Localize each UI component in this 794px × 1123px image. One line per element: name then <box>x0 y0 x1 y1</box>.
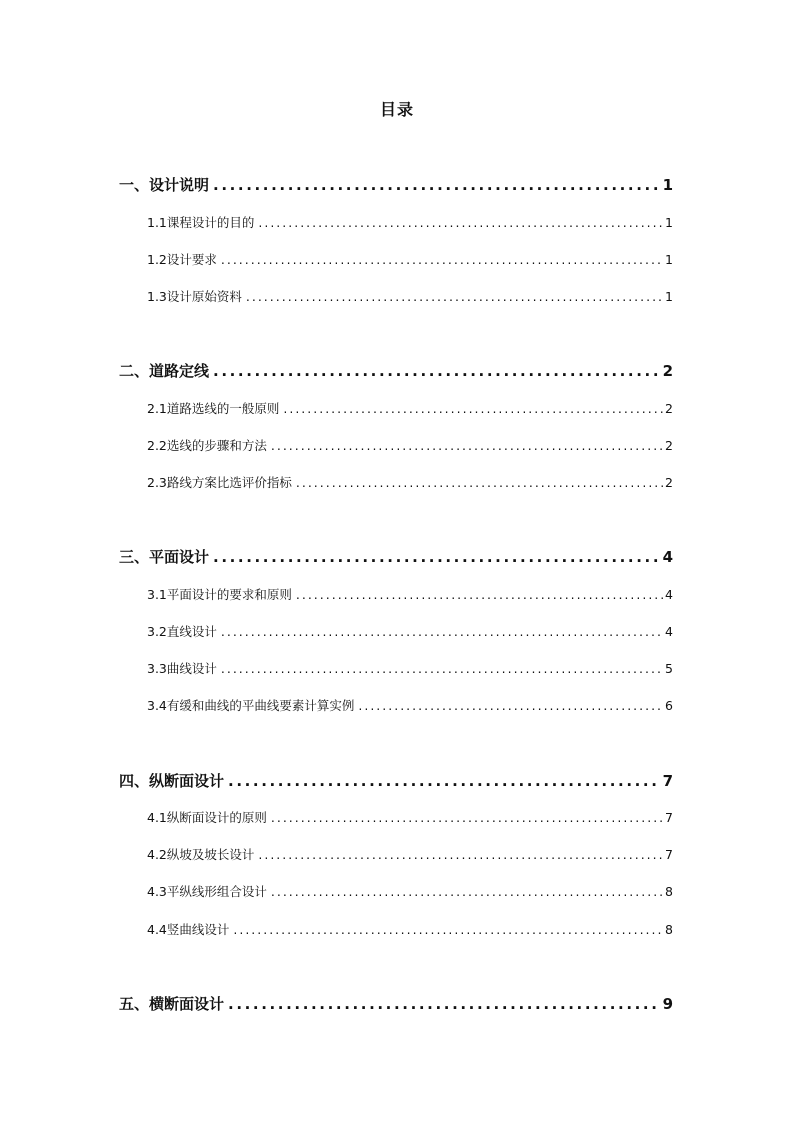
toc-dot-leader <box>233 922 663 937</box>
toc-dot-leader <box>228 995 661 1013</box>
toc-entry-label: 二、道路定线 <box>119 362 210 380</box>
toc-dot-leader <box>271 438 663 453</box>
toc-entry-page: 7 <box>665 810 673 825</box>
toc-entry-label: 2.3路线方案比选评价指标 <box>147 475 292 490</box>
toc-entry-label: 3.3曲线设计 <box>147 661 217 676</box>
toc-entry-page: 2 <box>665 401 673 416</box>
toc-entry-1-2[interactable] <box>147 250 673 268</box>
toc-entry-4-3[interactable] <box>147 882 673 900</box>
toc-entry-4-2[interactable] <box>147 845 673 863</box>
toc-dot-leader <box>358 698 663 713</box>
toc-entry-label: 四、纵断面设计 <box>119 772 225 790</box>
toc-entry-page: 8 <box>665 922 673 937</box>
toc-dot-leader <box>221 252 663 267</box>
toc-entry-label: 三、平面设计 <box>119 548 210 566</box>
toc-dot-leader <box>213 548 661 566</box>
toc-entry-label: 3.2直线设计 <box>147 624 217 639</box>
toc-entry-page: 5 <box>665 661 673 676</box>
toc-entry-page: 7 <box>662 772 673 790</box>
toc-entry-5[interactable] <box>119 993 673 1014</box>
toc-entry-1[interactable] <box>119 174 673 195</box>
toc-entry-1-3[interactable] <box>147 287 673 305</box>
toc-dot-leader <box>271 810 663 825</box>
toc-dot-leader <box>258 847 663 862</box>
toc-dot-leader <box>296 587 663 602</box>
toc-dot-leader <box>213 176 661 194</box>
toc-entry-label: 4.3平纵线形组合设计 <box>147 884 267 899</box>
toc-dot-leader <box>228 772 661 790</box>
toc-entry-label: 3.1平面设计的要求和原则 <box>147 587 292 602</box>
toc-entry-2-1[interactable] <box>147 399 673 417</box>
toc-entry-page: 4 <box>662 548 673 566</box>
toc-entry-label: 4.2纵坡及坡长设计 <box>147 847 255 862</box>
toc-entry-label: 4.4竖曲线设计 <box>147 922 230 937</box>
toc-entry-page: 1 <box>662 176 673 194</box>
toc-entry-page: 2 <box>665 438 673 453</box>
toc-entry-label: 1.1课程设计的目的 <box>147 215 255 230</box>
toc-dot-leader <box>296 475 663 490</box>
toc-dot-leader <box>283 401 663 416</box>
toc-entry-4-1[interactable] <box>147 808 673 826</box>
toc-entry-1-1[interactable] <box>147 213 673 231</box>
toc-entry-label: 2.2选线的步骤和方法 <box>147 438 267 453</box>
toc-entry-label: 2.1道路选线的一般原则 <box>147 401 280 416</box>
toc-entry-label: 4.1纵断面设计的原则 <box>147 810 267 825</box>
toc-entry-page: 4 <box>665 624 673 639</box>
toc-entry-3-4[interactable] <box>147 696 673 714</box>
toc-entry-page: 8 <box>665 884 673 899</box>
toc-entry-3-2[interactable] <box>147 622 673 640</box>
toc-entry-2-3[interactable] <box>147 473 673 491</box>
toc-entry-page: 9 <box>662 995 673 1013</box>
toc-entry-3-3[interactable] <box>147 659 673 677</box>
toc-entry-page: 6 <box>665 698 673 713</box>
toc-entry-2-2[interactable] <box>147 436 673 454</box>
toc-dot-leader <box>246 289 663 304</box>
toc-dot-leader <box>271 884 663 899</box>
toc-entry-2[interactable] <box>119 360 673 381</box>
toc-entry-label: 1.3设计原始资料 <box>147 289 242 304</box>
toc-entry-label: 五、横断面设计 <box>119 995 225 1013</box>
toc-dot-leader <box>221 624 663 639</box>
toc-entry-3-1[interactable] <box>147 585 673 603</box>
toc-title: 目录 <box>379 100 414 119</box>
toc-entry-page: 1 <box>665 215 673 230</box>
toc-entry-page: 2 <box>662 362 673 380</box>
toc-dot-leader <box>258 215 663 230</box>
toc-entry-page: 7 <box>665 847 673 862</box>
toc-entry-page: 1 <box>665 252 673 267</box>
toc-entry-4-4[interactable] <box>147 920 673 938</box>
toc-entry-page: 4 <box>665 587 673 602</box>
toc-entry-page: 2 <box>665 475 673 490</box>
toc-entry-4[interactable] <box>119 770 673 791</box>
toc-entry-page: 1 <box>665 289 673 304</box>
toc-entry-3[interactable] <box>119 546 673 567</box>
toc-entry-label: 3.4有缓和曲线的平曲线要素计算实例 <box>147 698 355 713</box>
toc-entry-label: 一、设计说明 <box>119 176 210 194</box>
toc-dot-leader <box>221 661 663 676</box>
toc-dot-leader <box>213 362 661 380</box>
toc-entry-label: 1.2设计要求 <box>147 252 217 267</box>
